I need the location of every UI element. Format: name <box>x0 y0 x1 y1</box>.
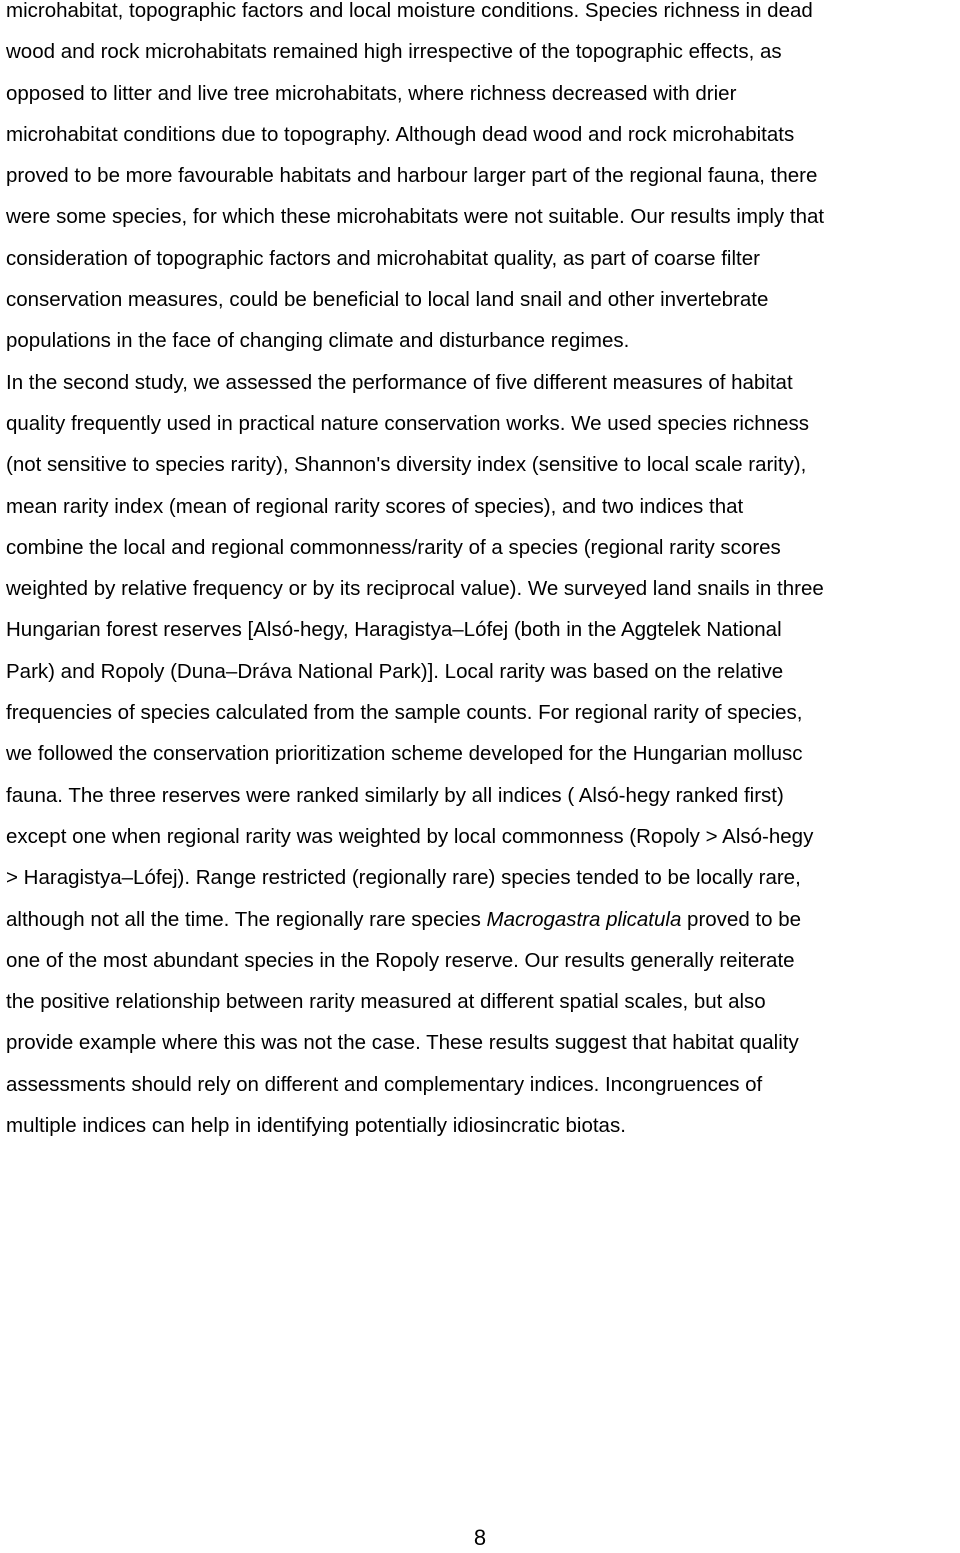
text-line: > Haragistya–Lófej). Range restricted (regionally rare) species tended to be locally rare, <box>6 866 801 890</box>
text-line: opposed to litter and live tree microhabitats, where richness decreased with drier <box>6 81 737 105</box>
text-line: In the second study, we assessed the performance of five different measures of habitat <box>6 370 793 394</box>
text-line: consideration of topographic factors and microhabitat quality, as part of coarse filter <box>6 246 760 270</box>
text-line: multiple indices can help in identifying potentially idiosincratic biotas. <box>6 1114 626 1138</box>
text-line: except one when regional rarity was weighted by local commonness (Ropoly > Alsó-hegy <box>6 824 814 848</box>
text-line: proved to be more favourable habitats and harbour larger part of the regional fauna, there <box>6 164 818 188</box>
text-line: microhabitat, topographic factors and local moisture conditions. Species richness in dead <box>6 0 813 22</box>
text-line: populations in the face of changing climate and disturbance regimes. <box>6 329 630 353</box>
document-body <box>6 0 956 1146</box>
text-line: weighted by relative frequency or by its reciprocal value). We surveyed land snails in three <box>6 577 824 601</box>
page-number: 8 <box>473 1525 487 1550</box>
text-line: quality frequently used in practical nature conservation works. We used species richness <box>6 411 809 435</box>
text-line: fauna. The three reserves were ranked similarly by all indices ( Alsó-hegy ranked first) <box>6 783 784 807</box>
paragraph-1 <box>6 0 956 362</box>
text-line: Hungarian forest reserves [Alsó-hegy, Haragistya–Lófej (both in the Aggtelek National <box>6 618 782 642</box>
text-line: conservation measures, could be beneficial to local land snail and other invertebrate <box>6 288 769 312</box>
text-line: mean rarity index (mean of regional rarity scores of species), and two indices that <box>6 494 744 518</box>
text-fragment: proved to be <box>681 907 802 931</box>
text-line: were some species, for which these microhabitats were not suitable. Our results imply that <box>6 205 825 229</box>
text-line: combine the local and regional commonness/rarity of a species (regional rarity scores <box>6 535 781 559</box>
text-line: (not sensitive to species rarity), Shannon's diversity index (sensitive to local scale rarity), <box>6 453 807 477</box>
text-line-with-species-name <box>6 899 956 940</box>
text-line: we followed the conservation prioritization scheme developed for the Hungarian mollusc <box>6 742 803 766</box>
text-line: Park) and Ropoly (Duna–Dráva National Park)]. Local rarity was based on the relative <box>6 659 784 683</box>
text-line: the positive relationship between rarity measured at different spatial scales, but also <box>6 990 766 1014</box>
text-line: frequencies of species calculated from the sample counts. For regional rarity of species, <box>6 701 803 725</box>
text-fragment: although not all the time. The regionally rare species <box>6 907 487 931</box>
species-name: Macrogastra plicatula <box>486 907 682 931</box>
text-line: microhabitat conditions due to topography. Although dead wood and rock microhabitats <box>6 122 795 146</box>
text-line: one of the most abundant species in the Ropoly reserve. Our results generally reiterate <box>6 948 795 972</box>
text-line: provide example where this was not the case. These results suggest that habitat quality <box>6 1031 799 1055</box>
paragraph-2 <box>6 362 956 1147</box>
text-line: wood and rock microhabitats remained high irrespective of the topographic effects, as <box>6 40 782 64</box>
text-line: assessments should rely on different and complementary indices. Incongruences of <box>6 1072 763 1096</box>
